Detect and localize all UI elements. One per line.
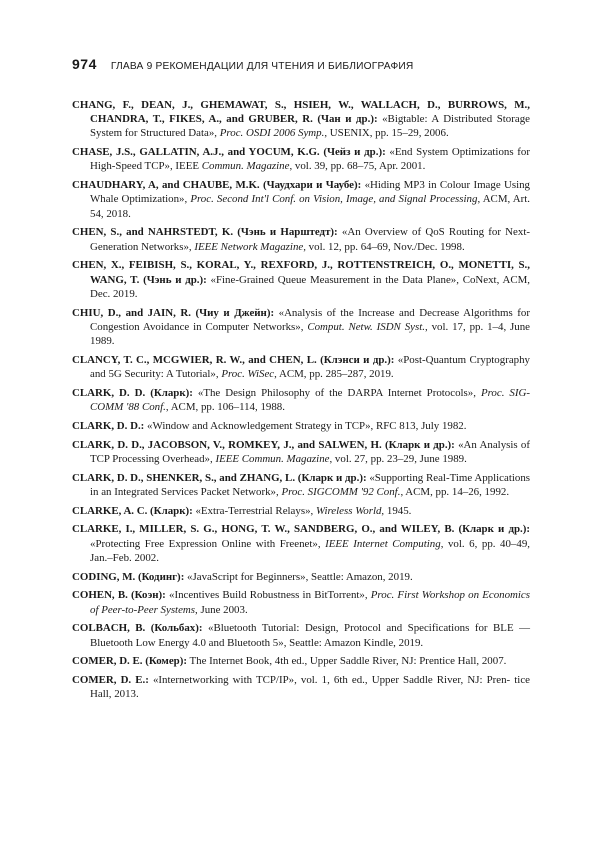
entry-authors: CLARKE, A. C. (Кларк):	[72, 504, 193, 517]
entry-tail: , USENIX, pp. 15–29, 2006.	[324, 127, 449, 140]
entry-tail: , ACM, Art. 54, 2018.	[90, 193, 530, 220]
entry-text: «An Overview of QoS Routing for Next-Generation Networks»,	[90, 226, 530, 253]
entry-authors: CHANG, F., DEAN, J., GHEMAWAT, S., HSIEH, W., WALLACH, D., BURROWS, M., CHANDRA, T., FIKES, A., and GRUBER, R. (Чан и др.):	[72, 99, 530, 126]
entry-text: «Internetworking with TCP/IP», vol. 1, 6th ed., Upper Saddle River, NJ: Pren- tice Hall, 2013.	[90, 674, 530, 701]
entry-text: «Incentives Build Robustness in BitTorrent»,	[165, 589, 371, 602]
bibliography-entry	[72, 570, 530, 584]
entry-text: «End System Optimizations for High-Speed TCP», IEEE	[90, 146, 530, 173]
entry-source: Wireless World	[315, 504, 382, 517]
bibliography-entry	[72, 225, 530, 253]
entry-authors: CHEN, X., FEIBISH, S., KORAL, Y., REXFORD, J., ROTTENSTREICH, O., MONETTI, S., WANG, T. (Чэнь и др.):	[72, 259, 530, 286]
bibliography-entry	[72, 438, 530, 466]
bibliography-entry	[72, 386, 530, 414]
page-number: 974	[72, 56, 97, 72]
entry-text: «Hiding MP3 in Colour Image Using Whale Optimization»,	[90, 179, 530, 206]
entry-tail: , ACM, pp. 14–26, 1992.	[400, 485, 510, 498]
entry-text: «The Design Philosophy of the DARPA Internet Protocols»,	[192, 386, 481, 399]
bibliography-entry	[72, 419, 530, 433]
bibliography-entry	[72, 353, 530, 381]
bibliography-entry	[72, 654, 530, 668]
chapter-title: ГЛАВА 9 РЕКОМЕНДАЦИИ ДЛЯ ЧТЕНИЯ И БИБЛИОГРАФИЯ	[110, 61, 414, 72]
entry-text: «Bluetooth Tutorial: Design, Protocol and Specifications for BLE — Bluetooth Low Energy 4.0 and Bluetooth 5», Seattle: Amazon Kindle, 2019.	[90, 622, 530, 649]
entry-authors: COHEN, B. (Коэн):	[72, 589, 166, 602]
bibliography-entry	[72, 522, 530, 565]
bibliography-entry	[72, 178, 530, 221]
bibliography-list	[72, 98, 530, 706]
entry-source: Comput. Netw. ISDN Syst.	[307, 320, 425, 333]
entry-authors: CLARKE, I., MILLER, S. G., HONG, T. W., SANDBERG, O., and WILEY, B. (Кларк и др.):	[72, 523, 530, 536]
entry-text: «Fine-Grained Queue Measurement in the Data Plane», CoNext, ACM, Dec. 2019.	[90, 273, 530, 300]
entry-source: Proc. OSDI 2006 Symp.	[219, 127, 325, 140]
entry-authors: CHIU, D., and JAIN, R. (Чиу и Джейн):	[72, 306, 275, 319]
entry-source: Proc. SIGCOMM '92 Conf.	[281, 485, 401, 498]
entry-tail: , 1945.	[381, 504, 412, 517]
entry-text: «Bigtable: A Distributed Storage System for Structured Data»,	[90, 113, 530, 140]
entry-authors: COMER, D. E. (Комер):	[72, 655, 187, 668]
entry-tail: , vol. 27, pp. 23–29, June 1989.	[329, 452, 467, 465]
entry-authors: COLBACH, B. (Кольбах):	[72, 622, 203, 635]
entry-source: Proc. Second Int'l Conf. on Vision, Image, and Signal Processing	[190, 193, 478, 206]
bibliography-entry	[72, 588, 530, 616]
entry-text: «Protecting Free Expression Online with Freenet»,	[90, 537, 326, 550]
entry-text: «An Analysis of TCP Processing Overhead»,	[90, 438, 531, 465]
bibliography-entry	[72, 258, 530, 301]
entry-source: Proc. SIG-COMM '88 Conf.	[90, 386, 530, 414]
bibliography-entry	[72, 145, 530, 173]
entry-tail: , ACM, pp. 106–114, 1988.	[165, 401, 285, 414]
entry-authors: CHEN, S., and NAHRSTEDT, K. (Чэнь и Нарштедт):	[72, 226, 338, 239]
entry-text: «JavaScript for Beginners», Seattle: Amazon, 2019.	[184, 570, 413, 583]
entry-tail: , vol. 17, pp. 1–4, June 1989.	[90, 320, 531, 348]
entry-authors: CLARK, D. D., JACOBSON, V., ROMKEY, J., and SALWEN, H. (Кларк и др.):	[72, 438, 455, 451]
entry-tail: , vol. 12, pp. 64–69, Nov./Dec. 1998.	[303, 240, 465, 253]
entry-tail: , vol. 39, pp. 68–75, Apr. 2001.	[289, 160, 426, 173]
entry-source: IEEE Network Magazine	[194, 240, 304, 253]
entry-tail: , vol. 6, pp. 40–49, Jan.–Feb. 2002.	[90, 537, 530, 564]
entry-source: Commun. Magazine	[201, 160, 290, 173]
entry-text: «Analysis of the Increase and Decrease Algorithms for Congestion Avoidance in Computer Networks»,	[90, 306, 530, 333]
entry-authors: CHASE, J.S., GALLATIN, A.J., and YOCUM, K.G. (Чейз и др.):	[72, 146, 386, 159]
entry-authors: CLARK, D. D.:	[72, 419, 145, 432]
entry-authors: CLANCY, T. C., MCGWIER, R. W., and CHEN, L. (Клэнси и др.):	[72, 353, 395, 366]
entry-source: Proc. WiSec	[221, 368, 275, 381]
entry-authors: COMER, D. E.:	[72, 674, 149, 687]
entry-text: The Internet Book, 4th ed., Upper Saddle River, NJ: Prentice Hall, 2007.	[187, 655, 507, 668]
entry-authors: CHAUDHARY, A, and CHAUBE, M.K. (Чаудхари и Чаубе):	[72, 179, 362, 192]
bibliography-entry	[72, 471, 530, 499]
bibliography-entry	[72, 98, 530, 141]
entry-source: Proc. First Workshop on Economics of Peer-to-Peer Systems	[90, 589, 530, 616]
bibliography-entry	[72, 673, 530, 701]
entry-tail: , June 2003.	[195, 603, 248, 616]
entry-text: «Post-Quantum Cryptography and 5G Security: A Tutorial»,	[90, 353, 530, 381]
entry-text: «Window and Acknowledgement Strategy in TCP», RFC 813, July 1982.	[144, 419, 467, 432]
entry-authors: CODING, M. (Кодинг):	[72, 570, 185, 583]
bibliography-entry	[72, 306, 530, 349]
running-header	[72, 56, 540, 72]
entry-source: IEEE Internet Computing	[325, 537, 441, 550]
entry-authors: CLARK, D. D. (Кларк):	[72, 386, 193, 399]
entry-authors: CLARK, D. D., SHENKER, S., and ZHANG, L. (Кларк и др.):	[72, 471, 367, 484]
entry-text: «Extra-Terrestrial Relays»,	[192, 504, 316, 517]
entry-source: IEEE Commun. Magazine	[215, 452, 330, 465]
entry-tail: , ACM, pp. 285–287, 2019.	[274, 368, 394, 381]
bibliography-entry	[72, 504, 530, 518]
bibliography-entry	[72, 621, 530, 649]
entry-text: «Supporting Real-Time Applications in an Integrated Services Packet Network»,	[90, 471, 530, 498]
